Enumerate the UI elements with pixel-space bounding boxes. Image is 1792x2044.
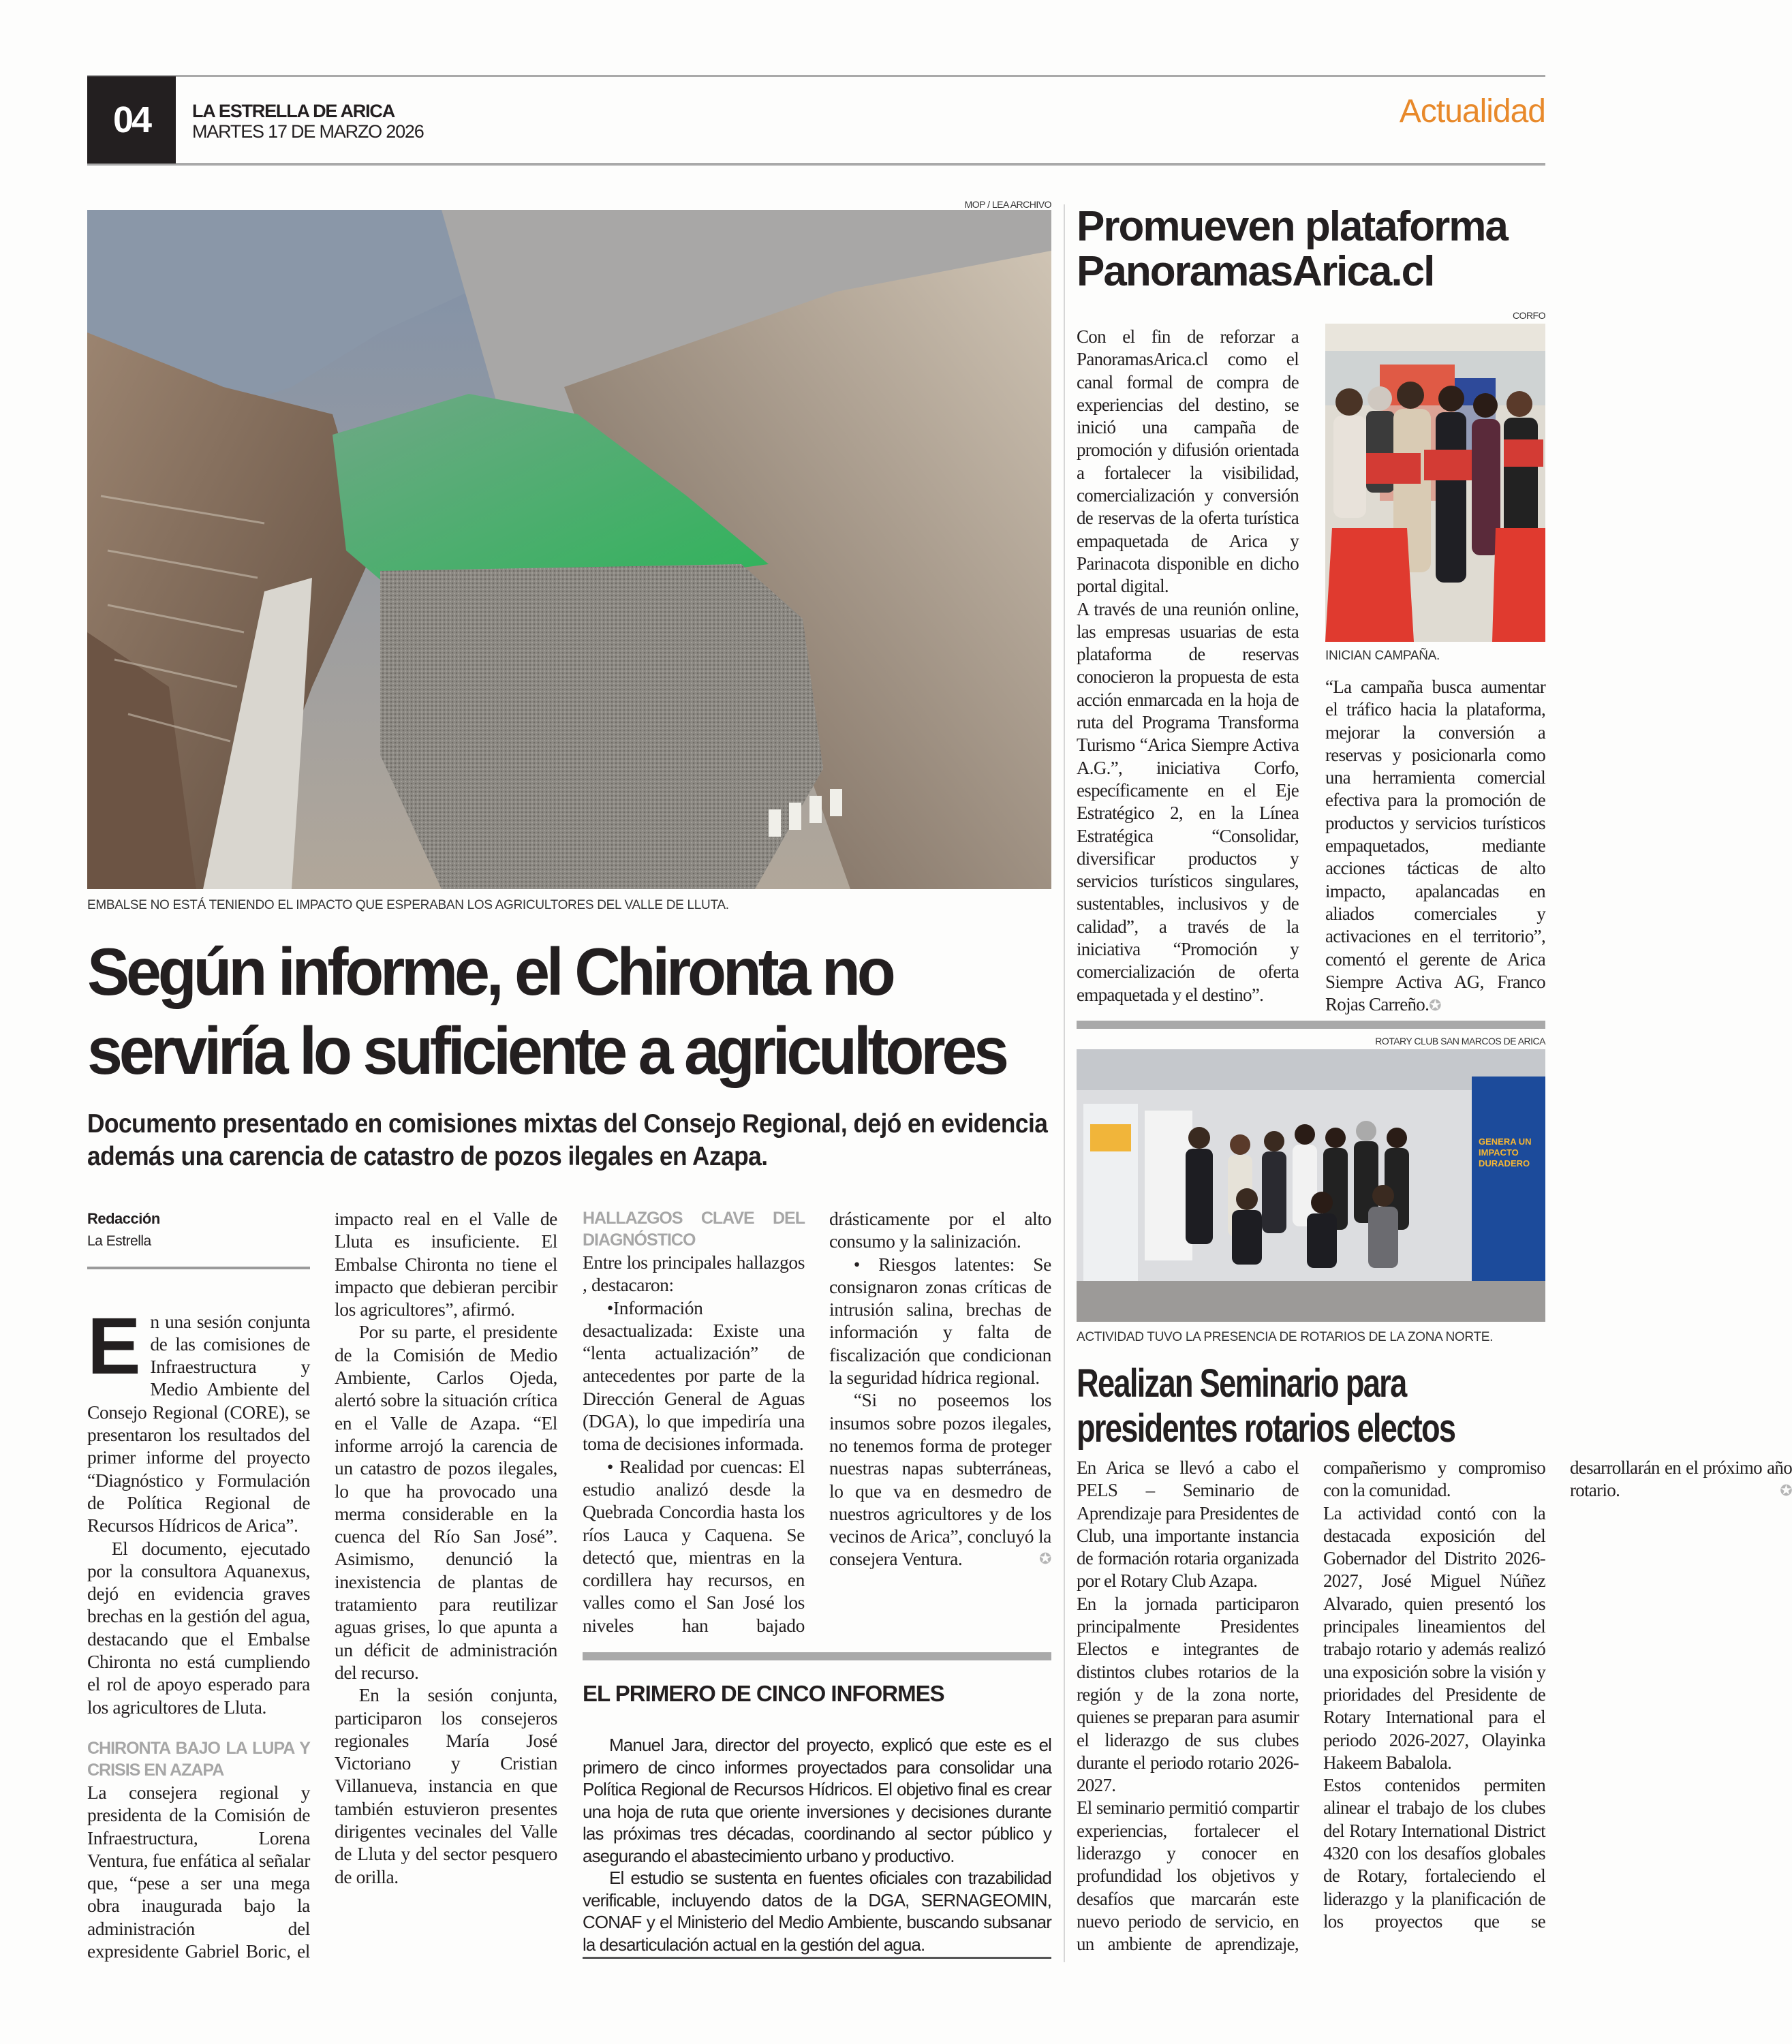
subhead: CHIRONTA BAJO LA LUPA Y CRISIS EN AZAPA [87,1738,310,1780]
paragraph-text: n una sesión conjunta de las comisiones de Infraestructura y Medio Ambiente del Consejo Regional (CORE), se presentaron los resultados del primer informe del proyecto “Diagnóstico y Formulación de Política Regional de Recursos Hídricos de Arica”. [87,1310,310,1536]
end-mark-icon: ✪ [1429,997,1441,1015]
panoramas-photo-caption: INICIAN CAMPAÑA. [1325,649,1440,663]
box-text [583,1734,1051,1959]
panoramas-photo-credit: CORFO [1512,310,1545,321]
main-photo-caption: EMBALSE NO ESTÁ TENIENDO EL IMPACTO QUE ESPERABAN LOS AGRICULTORES DEL VALLE DE LLUTA. [87,898,729,912]
paragraph: El estudio se sustenta en fuentes oficiales con trazabilidad verificable, incluyendo datos de la DGA, SERNAGEOMIN, CONAF y el Ministerio del Medio Ambiente, buscando subsanar la desarticulación actual en la gestión del agua. [583,1868,1051,1955]
sidebar-box [583,1652,1051,1959]
panoramas-body-right [1325,676,1545,1017]
paragraph: En la jornada participaron principalmente Presidentes Electos e integrantes de distintos clubes rotarios de la región y de la zona norte, quienes se preparan para asumir el liderazgo de sus clubes durante el periodo rotario 2026-2027. [1077,1593,1299,1796]
paragraph: En Arica se llevó a cabo el PELS – Seminario de Aprendizaje para Presidentes de Club, una importante instancia de formación rotaria organizada por el Rotary Club Azapa. [1077,1457,1299,1592]
paragraph: Manuel Jara, director del proyecto, explicó que este es el primero de cinco informes proyectados para consolidar una Política Regional de Recursos Hídricos. El objetivo final es crear una hoja de ruta que oriente inversiones y decisiones durante las próximas tres décadas, coordinando al sector público y asegurando el abastecimiento urbano y productivo. [583,1735,1051,1866]
main-headline: Según informe, el Chironta no serviría lo suficiente a agricultores [87,934,1006,1088]
end-mark-icon: ✪ [1780,1482,1792,1500]
main-article-body-right [583,1207,1051,1643]
box-title: EL PRIMERO DE CINCO INFORMES [583,1681,944,1706]
section-divider-bar [1077,1021,1545,1029]
byline [87,1207,310,1269]
issue-date: MARTES 17 DE MARZO 2026 [192,121,424,142]
rotary-banner-text: GENERA UN IMPACTO DURADERO [1479,1136,1532,1168]
paragraph: A través de una reunión online, las empresas usuarias de esta plataforma de reservas conocieron la propuesta de esta acción enmarcada en la hoja de ruta del Programa Transforma Turismo “Arica Siempre Activa A.G.”, iniciativa Corfo, específicamente en el Eje Estratégico 2, en la Línea Estratégica “Consolidar, diversificar productos y servicios turísticos singulares, sustentables, inclusivos y de calidad”, a través de la iniciativa “Promoción y comercialización de oferta empaquetada y el destino”. [1077,598,1299,1005]
paragraph-text: “La campaña busca aumentar el tráfico hacia la plataforma, mejorar la conversión a reservas y posicionarla como una herramienta comercial efectiva para la promoción de productos y servicios turísticos empaquetados, mediante acciones tácticas de alto impacto, apalancadas en aliados comerciales y activaciones en el territorio”, comentó el gerente de Arica Siempre Activa AG, Franco Rojas Carreño. [1325,677,1545,1015]
column-divider [1064,204,1065,1962]
section-title: Actualidad [1399,93,1545,129]
header-top-rule [87,75,1545,77]
rotary-headline: Realizan Seminario para presidentes rotarios electos [1077,1361,1455,1451]
byline-author: Redacción [87,1210,160,1227]
subhead: HALLAZGOS CLAVE DEL DIAGNÓSTICO [583,1209,805,1250]
finding-item: •Información desactualizada: Existe una “lenta actualización” de antecedentes por parte de la Dirección General de Aguas (DGA), lo que impediría una toma de decisiones informada. [583,1297,805,1455]
main-deck: Documento presentado en comisiones mixtas del Consejo Regional, dejó en evidencia además una carencia de catastro de pozos ilegales en Azapa. [87,1109,1048,1171]
box-top-bar [583,1652,1051,1660]
paragraph [1325,676,1545,1017]
panoramas-headline: Promueven plataforma PanoramasArica.cl [1077,203,1507,295]
paragraph: Por su parte, el presidente de la Comisión de Medio Ambiente, Carlos Ojeda, alertó sobre la situación crítica en el Valle de Azapa. “El informe arrojó la carencia de un catastro de pozos ilegales, lo que ha provocado una merma considerable en la cuenca del Río San José”. Asimismo, denunció la inexistencia de plantas de tratamiento para reutilizar aguas grises, lo que apunta a un déficit de administración del recurso. [335,1321,557,1683]
header-bottom-rule [87,163,1545,166]
paragraph: El seminario permitió compartir experiencias, fortalecer el liderazgo y conocer en profundidad los objetivos y desafíos que marcarán este nuevo periodo de servicio, en un ambiente de aprendizaje, compañerismo y compromiso con la comunidad. [1077,1457,1545,1955]
paragraph: En la sesión conjunta, participaron los consejeros regionales María José Victoriano y Cristian Villanueva, instancia en que también estuvieron presentes dirigentes vecinales del Valle de Lluta y del sector pesquero de orilla. [335,1684,557,1887]
drop-cap: E [87,1301,141,1391]
paragraph: La consejera regional y presidenta de la Comisión de Infraestructura, Lorena Ventura, fue enfática al señalar que, “pese a ser una mega obra inaugurada bajo la administración del expresidente Gabriel Boric, el impacto real en el Valle de Lluta es insuficiente. El Embalse Chironta no tiene el impacto que debieran percibir los agricultores”, afirmó. [87,1208,557,1962]
rotary-photo-caption: ACTIVIDAD TUVO LA PRESENCIA DE ROTARIOS DE LA ZONA NORTE. [1077,1330,1494,1344]
finding-item: • Riesgos latentes: Se consignaron zonas críticas de intrusión salina, brechas de información y falta de fiscalización que condicionan la seguridad hídrica regional. [829,1253,1051,1389]
paragraph: Con el fin de reforzar a PanoramasArica.cl como el canal formal de compra de experiencias del destino, se inició una campaña de promoción y difusión orientada a fortalecer la visibilidad, comercialización y conversión de reservas de la oferta turística empaquetada de Arica y Parinacota disponible en dicho portal digital. [1077,326,1299,597]
paragraph-text: “Si no poseemos los insumos sobre pozos ilegales, no tenemos forma de proteger nuestras napas subterráneas, lo que va en desmedro de nuestros agricultores y de los vecinos de Arica”, concluyó la consejera Ventura. [829,1389,1051,1570]
finding-item: • Realidad por cuencas: El estudio analizó desde la Quebrada Concordia hasta los ríos Lauca y Caquena. Se detectó que, mientras en la cordillera hay recursos, en valles como el San José los niveles han bajado drásticamente por el alto consumo y la salinización. [583,1208,1051,1636]
byline-outlet: La Estrella [87,1233,151,1250]
dam-reservoir-photo [87,210,1051,889]
paragraph [87,1301,310,1537]
main-photo-credit: MOP / LEA ARCHIVO [964,199,1051,210]
rotary-photo-credit: ROTARY CLUB SAN MARCOS DE ARICA [1375,1036,1545,1047]
masthead [192,101,424,142]
panoramas-body-left [1077,326,1299,1006]
paragraph: Entre los principales hallazgos , destacaron: [583,1252,805,1296]
main-article-body-left [87,1207,557,1966]
rotary-group-photo [1077,1049,1545,1322]
campaign-group-photo [1325,324,1545,642]
page-number: 04 [87,76,176,164]
paragraph: La actividad contó con la destacada exposición del Gobernador del Distrito 2026-2027, José Miguel Núñez Alvarado, quien presentó los principales lineamientos del trabajo rotario y además realizó una exposición sobre la visión y prioridades del Presidente de Rotary International para el periodo 2026-2027, Olayinka Hakeem Babalola. [1323,1502,1545,1773]
newspaper-name: LA ESTRELLA DE ARICA [192,101,395,121]
paragraph-text: Estos contenidos permiten alinear el trabajo de los clubes del Rotary International District 4320 con los desafíos globales de Rotary, fortaleciendo el liderazgo y la planificación de los proyectos que se desarrollarán en el próximo año rotario. [1323,1457,1792,1932]
paragraph: El documento, ejecutado por la consultora Aquanexus, dejó en evidencia graves brechas en la gestión del agua, destacando que el Embalse Chironta no está cumpliendo el rol de apoyo esperado para los agricultores de Lluta. [87,1537,310,1718]
rotary-body [1077,1457,1792,1964]
end-mark-icon: ✪ [1038,1550,1051,1568]
paragraph [829,1389,1051,1570]
